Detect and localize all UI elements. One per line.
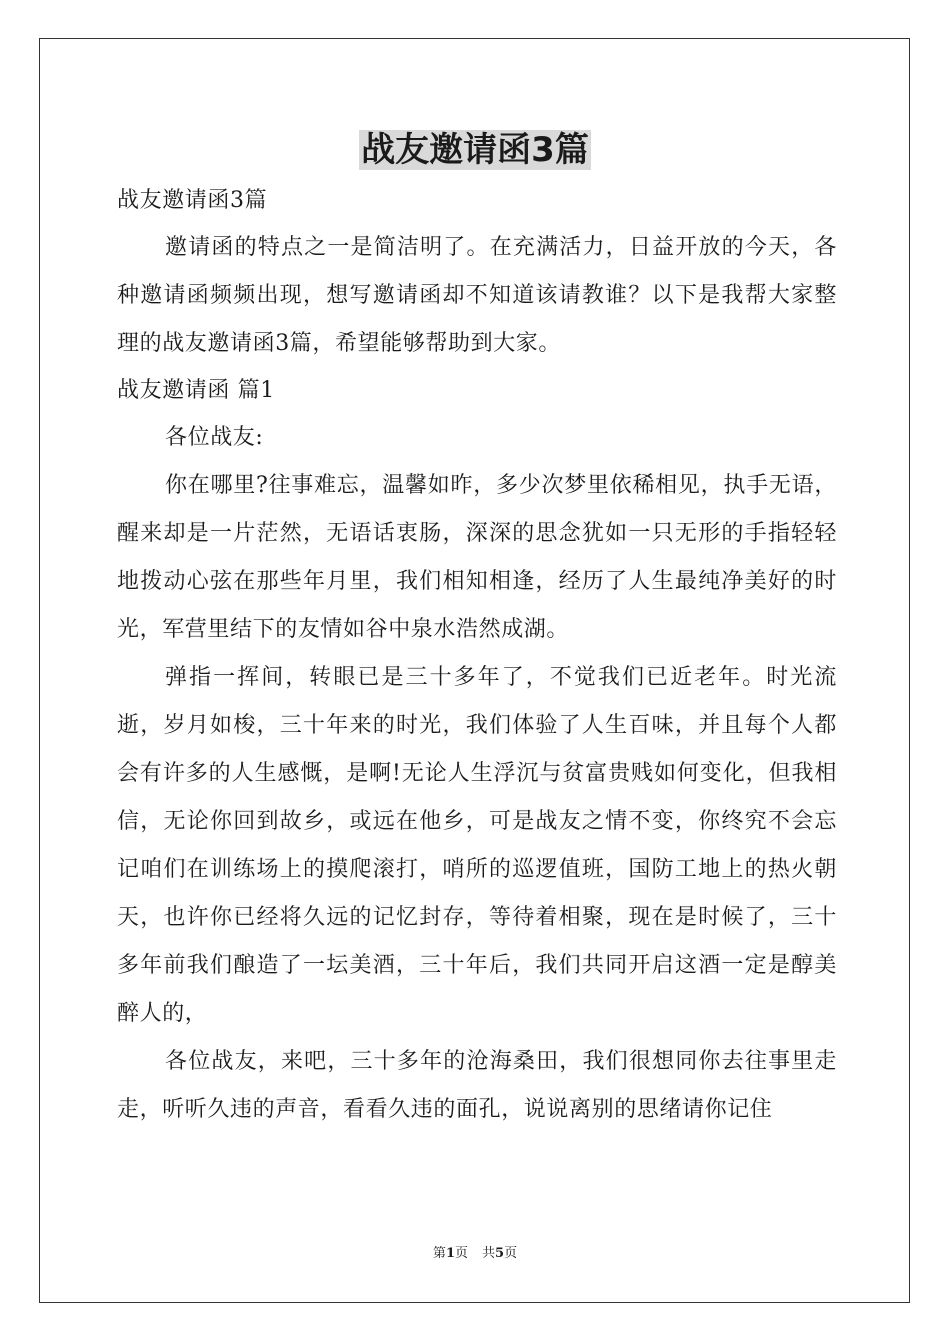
page-prefix: 第 xyxy=(432,1246,446,1261)
salutation-paragraph: 各位战友: xyxy=(165,425,264,450)
document-title xyxy=(0,126,950,174)
body-paragraph-2: 弹指一挥间，转眼已是三十多年了，不觉我们已近老年。时光流逝，岁月如梭，三十年来的时光，我们体验了人生百味，并且每个人都会有许多的人生感慨，是啊!无论人生浮沉与贫富贵贱如何变化，但我相信，无论你回到故乡，或远在他乡，可是战友之情不变，你终究不会忘记咱们在训练场上的摸爬滚打，哨所的巡逻值班，国防工地上的热火朝天，也许你已经将久远的记忆封存，等待着相聚，现在是时候了，三十多年前我们酿造了一坛美酒，三十年后，我们共同开启这酒一定是醇美醉人的， xyxy=(117,665,837,1026)
intro-paragraph: 邀请函的特点之一是简洁明了。在充满活力，日益开放的今天，各种邀请函频频出现，想写邀请函却不知道该请教谁？以下是我帮大家整理的战友邀请函3篇，希望能够帮助到大家。 xyxy=(117,235,837,356)
total-page-number: 5 xyxy=(495,1246,505,1261)
current-page-number: 1 xyxy=(445,1246,455,1261)
body-paragraph-3: 各位战友，来吧，三十多年的沧海桑田，我们很想同你去往事里走走，听听久违的声音，看看久违的面孔，说说离别的思绪请你记住 xyxy=(117,1049,837,1122)
total-prefix: 共 xyxy=(482,1246,496,1261)
document-body xyxy=(117,178,837,1134)
document-title-text: 战友邀请函3篇 xyxy=(361,130,589,170)
page-suffix: 页 xyxy=(454,1246,468,1261)
page-footer xyxy=(0,1244,950,1264)
body-paragraph-1: 你在哪里?往事难忘，温馨如昨，多少次梦里依稀相见，执手无语，醒来却是一片茫然，无语话衷肠，深深的思念犹如一只无形的手指轻轻地拨动心弦在那些年月里，我们相知相逢，经历了人生最纯净美好的时光，军营里结下的友情如谷中泉水浩然成湖。 xyxy=(117,473,837,642)
total-suffix: 页 xyxy=(504,1246,518,1261)
subtitle-paragraph: 战友邀请函3篇 xyxy=(117,188,268,213)
section-heading: 战友邀请函 篇1 xyxy=(117,378,275,403)
